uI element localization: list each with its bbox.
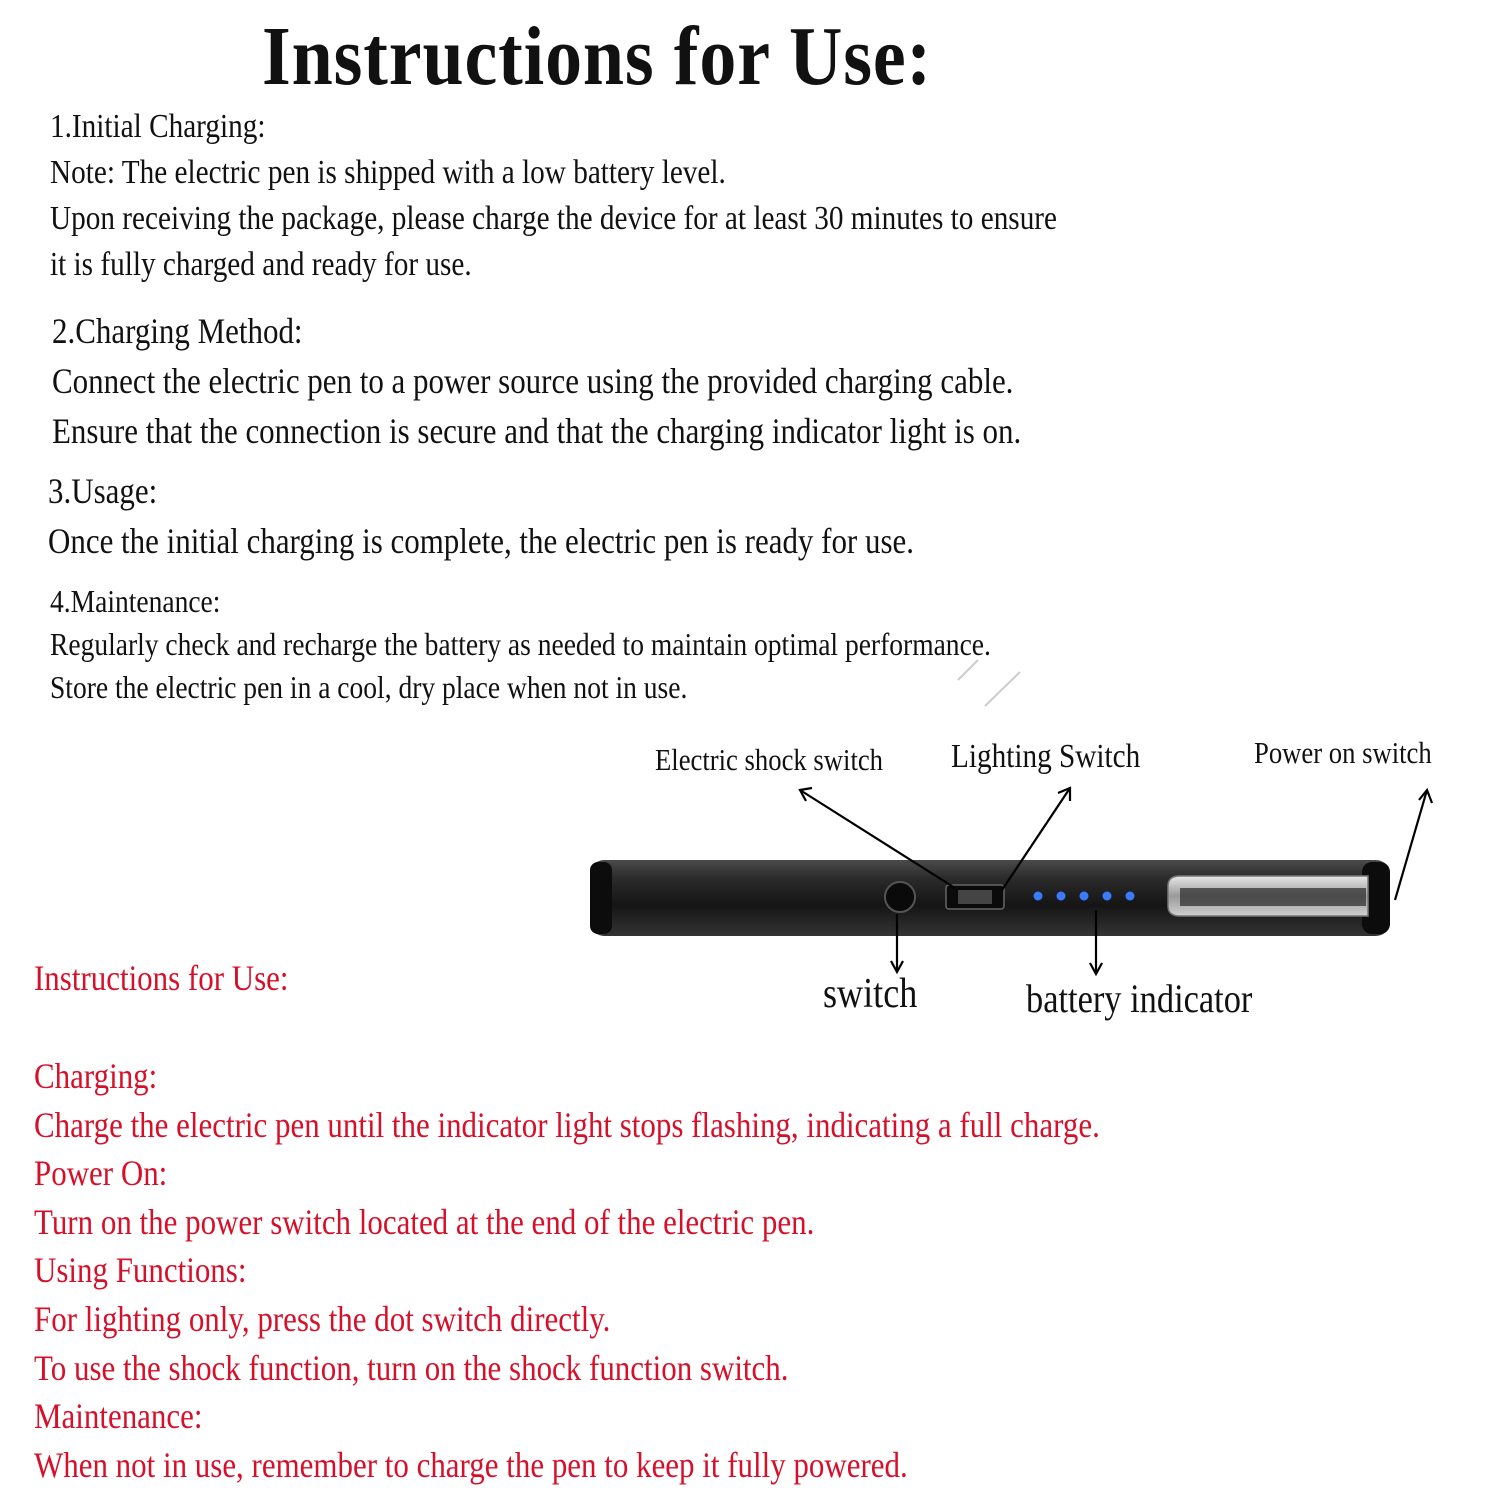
section-line: Once the initial charging is complete, the electric pen is ready for use. bbox=[48, 521, 914, 561]
red-line: Turn on the power switch located at the end of the electric pen. bbox=[34, 1201, 815, 1242]
arrow-power-on-switch bbox=[1395, 790, 1427, 900]
section-heading: 2.Charging Method: bbox=[52, 311, 303, 351]
red-section-title: Instructions for Use: bbox=[34, 958, 289, 998]
section-heading: 3.Usage: bbox=[48, 471, 158, 511]
red-instructions bbox=[34, 1052, 1273, 1489]
section-heading: 4.Maintenance: bbox=[50, 583, 221, 619]
red-line: Charge the electric pen until the indicator light stops flashing, indicating a full charge. bbox=[34, 1104, 1100, 1145]
label-switch: switch bbox=[823, 971, 918, 1017]
red-line: To use the shock function, turn on the shock function switch. bbox=[34, 1347, 789, 1388]
section-line: Store the electric pen in a cool, dry place when not in use. bbox=[50, 669, 688, 705]
red-line: Charging: bbox=[34, 1056, 158, 1096]
faint-mark bbox=[958, 660, 978, 680]
section-line: Upon receiving the package, please charge the device for at least 30 minutes to ensure bbox=[50, 200, 1058, 237]
label-lighting-switch: Lighting Switch bbox=[951, 738, 1141, 775]
red-line: Power On: bbox=[34, 1153, 168, 1194]
battery-led-icon bbox=[1057, 892, 1066, 901]
section-line: Regularly check and recharge the battery as needed to maintain optimal performance. bbox=[50, 626, 991, 662]
section-line: it is fully charged and ready for use. bbox=[50, 246, 472, 283]
battery-led-icon bbox=[1080, 892, 1089, 901]
label-power-on-switch: Power on switch bbox=[1254, 735, 1432, 770]
label-electric-shock-switch: Electric shock switch bbox=[655, 742, 884, 777]
faint-mark bbox=[985, 672, 1020, 706]
dot-switch-icon bbox=[885, 882, 915, 912]
page-title: Instructions for Use: bbox=[262, 10, 933, 103]
section-line: Ensure that the connection is secure and that the charging indicator light is on. bbox=[52, 411, 1022, 451]
pen-tip-cap bbox=[590, 862, 612, 934]
battery-led-icon bbox=[1103, 892, 1112, 901]
red-line: Using Functions: bbox=[34, 1250, 247, 1291]
section-heading: 1.Initial Charging: bbox=[50, 108, 266, 145]
red-line: When not in use, remember to charge the pen to keep it fully powered. bbox=[34, 1444, 908, 1485]
shock-slide-knob bbox=[958, 890, 992, 904]
label-battery-indicator: battery indicator bbox=[1026, 976, 1253, 1021]
red-line: For lighting only, press the dot switch directly. bbox=[34, 1298, 611, 1339]
battery-led-icon bbox=[1126, 892, 1135, 901]
battery-led-icon bbox=[1034, 892, 1043, 901]
section-line: Connect the electric pen to a power source using the provided charging cable. bbox=[52, 361, 1014, 401]
section-line: Note: The electric pen is shipped with a low battery level. bbox=[50, 154, 726, 191]
pen-clip-inner bbox=[1180, 888, 1366, 906]
red-line: Maintenance: bbox=[34, 1396, 203, 1437]
